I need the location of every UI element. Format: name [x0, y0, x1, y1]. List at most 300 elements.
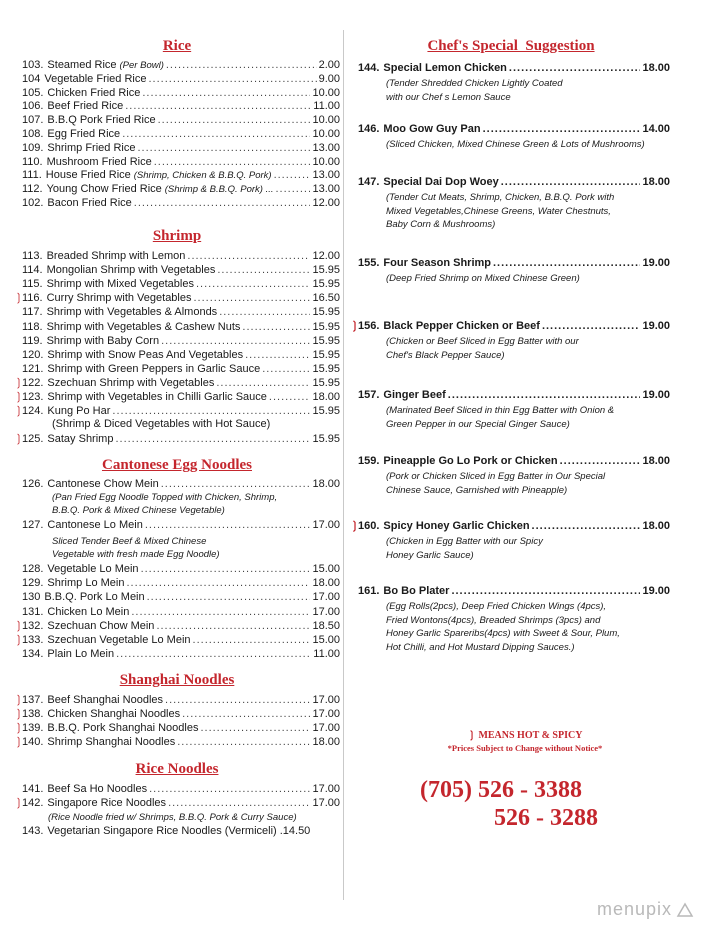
item-price: 15.00 — [312, 563, 340, 575]
watermark-text: menupix — [596, 899, 672, 919]
hot-spicy-legend: MEANS HOT & SPICY — [478, 730, 583, 741]
item-name: Szechuan Shrimp with Vegetables — [47, 376, 215, 389]
rice-section-title: Rice — [162, 38, 192, 54]
chili-icon: ❳ — [467, 730, 476, 741]
item-number: 134. — [22, 648, 44, 661]
item-number: 141. — [22, 783, 44, 795]
item-number: 139. — [22, 722, 44, 734]
chef-item — [350, 454, 670, 468]
item-name: Chicken Shanghai Noodles — [47, 708, 181, 720]
menu-item — [14, 796, 340, 810]
item-note: Vegetable with fresh made Egg Noodle) — [52, 549, 220, 560]
kung-po-note: (Shrimp & Diced Vegetables with Hot Sauce) — [52, 418, 271, 430]
item-name: Chicken Lo Mein — [47, 605, 130, 618]
menu-item — [14, 824, 340, 838]
leader-dots — [116, 647, 311, 661]
item-number: 132. — [22, 619, 44, 632]
item-number: 146. — [358, 123, 380, 135]
menu-item — [14, 182, 340, 196]
item-name: Special Dai Dop Woey — [383, 176, 499, 188]
leader-dots — [161, 477, 311, 491]
item-price: 15.95 — [312, 306, 340, 319]
chili-icon: ❳ — [14, 797, 24, 809]
item-note: (Per Bowl) — [119, 60, 164, 71]
menu-item — [14, 735, 340, 749]
leader-dots — [274, 168, 311, 182]
menu-item — [14, 721, 340, 735]
item-name: Curry Shrimp with Vegetables — [46, 292, 192, 305]
menu-item — [14, 113, 340, 127]
leader-dots — [154, 155, 311, 169]
leader-dots — [115, 432, 310, 446]
item-note: Fried Wontons(4pcs), Breaded Shrimps (3pcs) and — [386, 614, 601, 626]
item-price: 15.95 — [312, 278, 340, 291]
item-price: 10.00 — [312, 128, 340, 140]
price-notice: *Prices Subject to Change without Notice* — [447, 743, 603, 753]
item-number: 120. — [22, 348, 44, 361]
leader-dots — [532, 519, 641, 533]
item-name: Cantonese Lo Mein — [47, 519, 143, 531]
item-name: Steamed Rice — [47, 59, 117, 71]
item-number: 147. — [358, 176, 380, 188]
item-note: Chinese Sauce, Garnished with Pineapple) — [386, 484, 568, 496]
leader-dots — [262, 362, 310, 376]
leader-dots — [166, 58, 317, 72]
leader-dots — [182, 707, 310, 721]
item-name: B.B.Q Pork Fried Rice — [47, 114, 156, 127]
item-name: Shrimp Lo Mein — [47, 577, 125, 590]
item-price: 2.00 — [318, 59, 340, 71]
item-number: 119. — [22, 334, 43, 347]
item-note: Mixed Vegetables,Chinese Greens, Water Chestnuts, — [386, 205, 611, 217]
item-number: 103. — [22, 59, 44, 71]
singapore-note: (Rice Noodle fried w/ Shrimps, B.B.Q. Pork & Curry Sauce) — [48, 812, 297, 823]
item-name: Breaded Shrimp with Lemon — [46, 250, 186, 262]
item-number: 140. — [22, 736, 44, 748]
chili-icon: ❳ — [14, 292, 24, 305]
item-name: Vegetarian Singapore Rice Noodles (Vermiceli) — [47, 825, 277, 837]
item-number: 102. — [22, 197, 44, 209]
leader-dots — [216, 376, 310, 390]
item-price: 15.95 — [312, 264, 340, 277]
item-number: 118. — [22, 320, 43, 333]
menu-item — [14, 562, 340, 576]
chili-icon: ❳ — [14, 722, 24, 734]
item-price: 10.00 — [312, 86, 340, 99]
legend — [410, 730, 640, 753]
item-number: 126. — [22, 478, 44, 490]
menu-item — [14, 432, 340, 446]
item-price: 11.00 — [313, 100, 340, 113]
menu-item — [14, 58, 340, 72]
menu-item — [14, 605, 340, 619]
item-number: 121. — [22, 362, 44, 375]
item-note: (Chicken or Beef Sliced in Egg Batter with our — [386, 336, 579, 347]
item-note: Chef's Black Pepper Sauce) — [386, 349, 505, 361]
item-price: 18.00 — [312, 577, 340, 590]
column-divider — [343, 30, 344, 900]
menu-item — [14, 707, 340, 721]
item-number: 130 — [22, 591, 41, 604]
menu-item — [14, 590, 340, 604]
menu-item — [14, 404, 340, 418]
leader-dots — [509, 61, 641, 75]
item-price: 19.00 — [642, 389, 670, 401]
item-number: 128. — [22, 563, 44, 575]
item-note: (Pan Fried Egg Noodle Topped with Chicken, Shrimp, — [52, 492, 278, 503]
item-price: 14.00 — [642, 123, 670, 135]
item-number: 138. — [22, 708, 44, 720]
menu-item — [14, 477, 340, 491]
phone-number-2[interactable]: 526 - 3288 — [494, 805, 598, 831]
item-price: 19.00 — [642, 320, 670, 332]
item-number: 113. — [22, 250, 43, 262]
leader-dots — [131, 605, 310, 619]
item-price: 12.00 — [312, 197, 340, 209]
item-price: 18.00 — [312, 391, 340, 403]
item-name: Bacon Fried Rice — [47, 197, 132, 209]
chili-icon: ❳ — [14, 376, 24, 389]
item-number: 155. — [358, 257, 380, 269]
item-price: 19.00 — [642, 257, 670, 269]
item-name: Satay Shrimp — [47, 433, 114, 445]
chili-icon: ❳ — [14, 708, 24, 720]
menu-item — [14, 376, 340, 390]
item-price: 17.00 — [312, 797, 340, 809]
item-number: 110. — [22, 155, 43, 168]
item-name: Vegetable Lo Mein — [47, 563, 139, 575]
leader-dots — [158, 113, 311, 127]
item-note: (Tender Shredded Chicken Lightly Coated — [386, 78, 563, 89]
menu-item — [14, 86, 340, 100]
cantonese-section-title: Cantonese Egg Noodles — [101, 457, 252, 473]
item-note: Sliced Tender Beef & Mixed Chinese — [52, 536, 207, 547]
item-name: Young Chow Fried Rice — [46, 183, 162, 196]
item-number: 109. — [22, 141, 44, 154]
item-name: Mushroom Fried Rice — [46, 155, 152, 168]
menupix-logo-icon — [676, 902, 694, 918]
item-note: (Egg Rolls(2pcs), Deep Fried Chicken Wings (4pcs), — [386, 601, 607, 612]
leader-dots — [483, 122, 641, 136]
item-price: 15.95 — [312, 320, 340, 333]
rice-noodles-section-title: Rice Noodles — [135, 761, 219, 777]
item-name: Mongolian Shrimp with Vegetables — [46, 264, 216, 277]
leader-dots — [194, 291, 311, 305]
menu-item — [14, 127, 340, 141]
item-number: 133. — [22, 634, 44, 646]
item-number: 112. — [22, 183, 43, 196]
item-price: 13.00 — [312, 141, 340, 154]
item-number: 142. — [22, 797, 44, 809]
item-number: 117. — [22, 306, 43, 319]
leader-dots — [560, 454, 641, 468]
item-price: 17.00 — [312, 708, 340, 720]
item-price: 15.95 — [312, 405, 340, 418]
item-price: .14.50 — [279, 825, 311, 837]
menu-item — [14, 291, 340, 305]
item-number: 137. — [22, 694, 44, 706]
chili-icon: ❳ — [14, 405, 24, 418]
menu-item — [14, 619, 340, 633]
item-price: 15.95 — [312, 334, 340, 347]
item-price: 15.95 — [312, 348, 340, 361]
leader-dots — [501, 175, 641, 189]
item-name: Spicy Honey Garlic Chicken — [383, 520, 530, 532]
chili-icon: ❳ — [350, 320, 360, 332]
item-number: 143. — [22, 825, 44, 837]
leader-dots — [161, 334, 310, 348]
item-price: 12.00 — [312, 250, 340, 262]
chili-icon: ❳ — [350, 520, 360, 532]
item-number: 160. — [358, 520, 380, 532]
leader-dots — [165, 693, 310, 707]
item-number: 131. — [22, 605, 44, 618]
item-name: Bo Bo Plater — [383, 585, 450, 597]
menu-item — [14, 99, 340, 113]
item-name: Plain Lo Mein — [47, 648, 115, 661]
item-name: Pineapple Go Lo Pork or Chicken — [383, 455, 558, 467]
leader-dots — [134, 196, 311, 210]
leader-dots — [493, 256, 640, 270]
item-name: Black Pepper Chicken or Beef — [383, 320, 540, 332]
item-number: 144. — [358, 62, 380, 74]
leader-dots — [142, 86, 310, 100]
item-price: 10.00 — [312, 155, 340, 168]
item-name: Beef Fried Rice — [47, 100, 124, 113]
item-price: 13.00 — [312, 183, 340, 196]
item-number: 104 — [22, 72, 41, 85]
item-number: 116. — [22, 292, 43, 305]
leader-dots — [269, 390, 311, 404]
item-price: 17.00 — [312, 591, 340, 604]
leader-dots — [147, 590, 311, 604]
item-price: 11.00 — [313, 648, 340, 661]
menu-item — [14, 263, 340, 277]
item-price: 15.95 — [312, 362, 340, 375]
chef-item — [350, 519, 670, 533]
leader-dots — [168, 796, 310, 810]
leader-dots — [122, 127, 310, 141]
leader-dots — [200, 721, 310, 735]
leader-dots — [217, 263, 310, 277]
item-price: 10.00 — [312, 114, 340, 127]
leader-dots — [125, 99, 311, 113]
item-name: Shrimp Shanghai Noodles — [47, 736, 176, 748]
leader-dots — [187, 249, 310, 263]
menu-item — [14, 141, 340, 155]
leader-dots — [137, 141, 310, 155]
leader-dots — [112, 404, 310, 418]
item-price: 18.00 — [312, 736, 340, 748]
leader-dots — [276, 182, 311, 196]
chili-icon: ❳ — [14, 391, 24, 403]
item-name: Shrimp with Snow Peas And Vegetables — [47, 348, 244, 361]
item-price: 16.50 — [312, 292, 340, 305]
item-name: Kung Po Har — [47, 405, 111, 418]
menu-item — [14, 155, 340, 169]
item-name: Special Lemon Chicken — [383, 62, 507, 74]
leader-dots — [193, 633, 311, 647]
item-note: (Shrimp, Chicken & B.B.Q. Pork) — [133, 170, 272, 182]
item-name: Beef Sa Ho Noodles — [47, 783, 148, 795]
item-note: with our Chef s Lemon Sauce — [386, 91, 511, 103]
item-name: Szechuan Vegetable Lo Mein — [47, 634, 191, 646]
chili-icon: ❳ — [14, 736, 24, 748]
item-name: Vegetable Fried Rice — [44, 72, 147, 85]
item-note: (Deep Fried Shrimp on Mixed Chinese Green) — [386, 273, 580, 284]
menu-item — [14, 277, 340, 291]
item-name: Cantonese Chow Mein — [47, 478, 159, 490]
item-name: Szechuan Chow Mein — [47, 619, 155, 632]
item-number: 107. — [22, 114, 44, 127]
item-price: 19.00 — [642, 585, 670, 597]
leader-dots — [451, 584, 640, 598]
menu-item — [14, 782, 340, 796]
item-number: 129. — [22, 577, 44, 590]
item-note: (Chicken in Egg Batter with our Spicy — [386, 536, 543, 547]
leader-dots — [126, 576, 310, 590]
item-note: (Tender Cut Meats, Shrimp, Chicken, B.B.Q. Pork with — [386, 192, 615, 203]
leader-dots — [219, 305, 310, 319]
item-price: 18.00 — [642, 62, 670, 74]
item-number: 125. — [22, 433, 44, 445]
item-name: Shrimp with Vegetables & Cashew Nuts — [46, 320, 241, 333]
item-number: 159. — [358, 455, 380, 467]
item-name: Chicken Fried Rice — [47, 86, 141, 99]
item-name: Shrimp with Baby Corn — [46, 334, 160, 347]
item-note: Hot Chilli, and Hot Mustard Dipping Sauces.) — [386, 641, 575, 653]
item-note: Honey Garlic Sauce) — [386, 549, 474, 561]
menu-item — [14, 362, 340, 376]
item-name: Four Season Shrimp — [383, 257, 491, 269]
shanghai-section-title: Shanghai Noodles — [119, 672, 235, 688]
watermark — [597, 899, 694, 920]
item-number: 157. — [358, 389, 380, 401]
item-price: 17.00 — [312, 519, 340, 531]
chef-item — [350, 256, 670, 270]
item-number: 108. — [22, 128, 44, 140]
item-name: Shrimp with Vegetables & Almonds — [46, 306, 218, 319]
item-number: 123. — [22, 391, 44, 403]
item-price: 17.00 — [312, 605, 340, 618]
phone-number-1[interactable]: (705) 526 - 3388 — [420, 777, 582, 803]
item-price: 18.00 — [312, 478, 340, 490]
item-number: 122. — [22, 376, 44, 389]
item-note: (Pork or Chicken Sliced in Egg Batter in Our Special — [386, 471, 606, 482]
item-note: Baby Corn & Mushrooms) — [386, 219, 496, 230]
menu-item — [14, 305, 340, 319]
menu-item — [14, 518, 340, 532]
chef-item — [350, 175, 670, 189]
item-number: 111. — [22, 169, 42, 182]
leader-dots — [145, 518, 311, 532]
menu-item — [14, 693, 340, 707]
leader-dots — [149, 782, 310, 796]
item-price: 18.00 — [642, 520, 670, 532]
chef-item — [350, 584, 670, 598]
item-note: (Sliced Chicken, Mixed Chinese Green & Lots of Mushrooms) — [386, 139, 645, 150]
leader-dots — [242, 320, 310, 334]
item-name: Singapore Rice Noodles — [47, 797, 167, 809]
item-number: 127. — [22, 519, 44, 531]
menu-item — [14, 647, 340, 661]
chef-section-title: Chef's Special Suggestion — [427, 38, 595, 54]
item-number: 124. — [22, 405, 44, 418]
item-price: 18.00 — [642, 176, 670, 188]
item-price: 18.00 — [642, 455, 670, 467]
menu-item — [14, 168, 340, 182]
menu-item — [14, 390, 340, 404]
item-name: Shrimp with Green Peppers in Garlic Sauce — [47, 362, 261, 375]
item-number: 114. — [22, 264, 43, 277]
item-name: Egg Fried Rice — [47, 128, 121, 140]
item-price: 17.00 — [312, 783, 340, 795]
shrimp-section-title: Shrimp — [152, 228, 202, 244]
leader-dots — [177, 735, 310, 749]
leader-dots — [141, 562, 311, 576]
item-name: Shrimp Fried Rice — [47, 141, 136, 154]
item-number: 161. — [358, 585, 380, 597]
chili-icon: ❳ — [14, 433, 24, 445]
item-price: 15.95 — [312, 376, 340, 389]
chef-item — [350, 319, 670, 333]
item-price: 15.00 — [312, 634, 340, 646]
chili-icon: ❳ — [14, 634, 24, 646]
leader-dots — [196, 277, 311, 291]
item-note: (Shrimp & B.B.Q. Pork) ... — [164, 184, 274, 196]
leader-dots — [148, 72, 316, 86]
item-number: 105. — [22, 86, 44, 99]
chili-icon: ❳ — [14, 619, 24, 632]
leader-dots — [448, 388, 641, 402]
chef-item — [350, 122, 670, 136]
item-name: Shrimp with Vegetables in Chilli Garlic Sauce — [47, 391, 267, 403]
chili-icon: ❳ — [14, 694, 24, 706]
item-number: 156. — [358, 320, 380, 332]
item-price: 15.95 — [312, 433, 340, 445]
menu-item — [14, 320, 340, 334]
item-price: 18.50 — [312, 619, 340, 632]
chef-item — [350, 61, 670, 75]
leader-dots — [245, 348, 310, 362]
menu-item — [14, 633, 340, 647]
item-price: 17.00 — [312, 694, 340, 706]
item-name: B.B.Q. Pork Shanghai Noodles — [47, 722, 199, 734]
menu-item — [14, 576, 340, 590]
item-name: B.B.Q. Pork Lo Mein — [44, 591, 145, 604]
chef-item — [350, 388, 670, 402]
menu-item — [14, 348, 340, 362]
leader-dots — [542, 319, 641, 333]
menu-item — [14, 334, 340, 348]
menu-item — [14, 249, 340, 263]
item-price: 17.00 — [312, 722, 340, 734]
item-price: 9.00 — [318, 72, 340, 85]
menu-item — [14, 196, 340, 210]
menu-item — [14, 72, 340, 86]
leader-dots — [156, 619, 310, 633]
item-note: B.B.Q. Pork & Mixed Chinese Vegetable) — [52, 505, 225, 516]
item-note: (Marinated Beef Sliced in thin Egg Batter with Onion & — [386, 405, 615, 416]
item-name: Moo Gow Guy Pan — [383, 123, 481, 135]
item-name: Beef Shanghai Noodles — [47, 694, 164, 706]
item-name: House Fried Rice — [45, 169, 131, 182]
item-name: Ginger Beef — [383, 389, 446, 401]
item-note: Green Pepper in our Special Ginger Sauce) — [386, 418, 570, 430]
item-note: Honey Garlic Spareribs(4pcs) with Sweet & Sour, Plum, — [386, 628, 620, 639]
item-price: 13.00 — [312, 169, 340, 182]
item-name: Shrimp with Mixed Vegetables — [46, 278, 194, 291]
